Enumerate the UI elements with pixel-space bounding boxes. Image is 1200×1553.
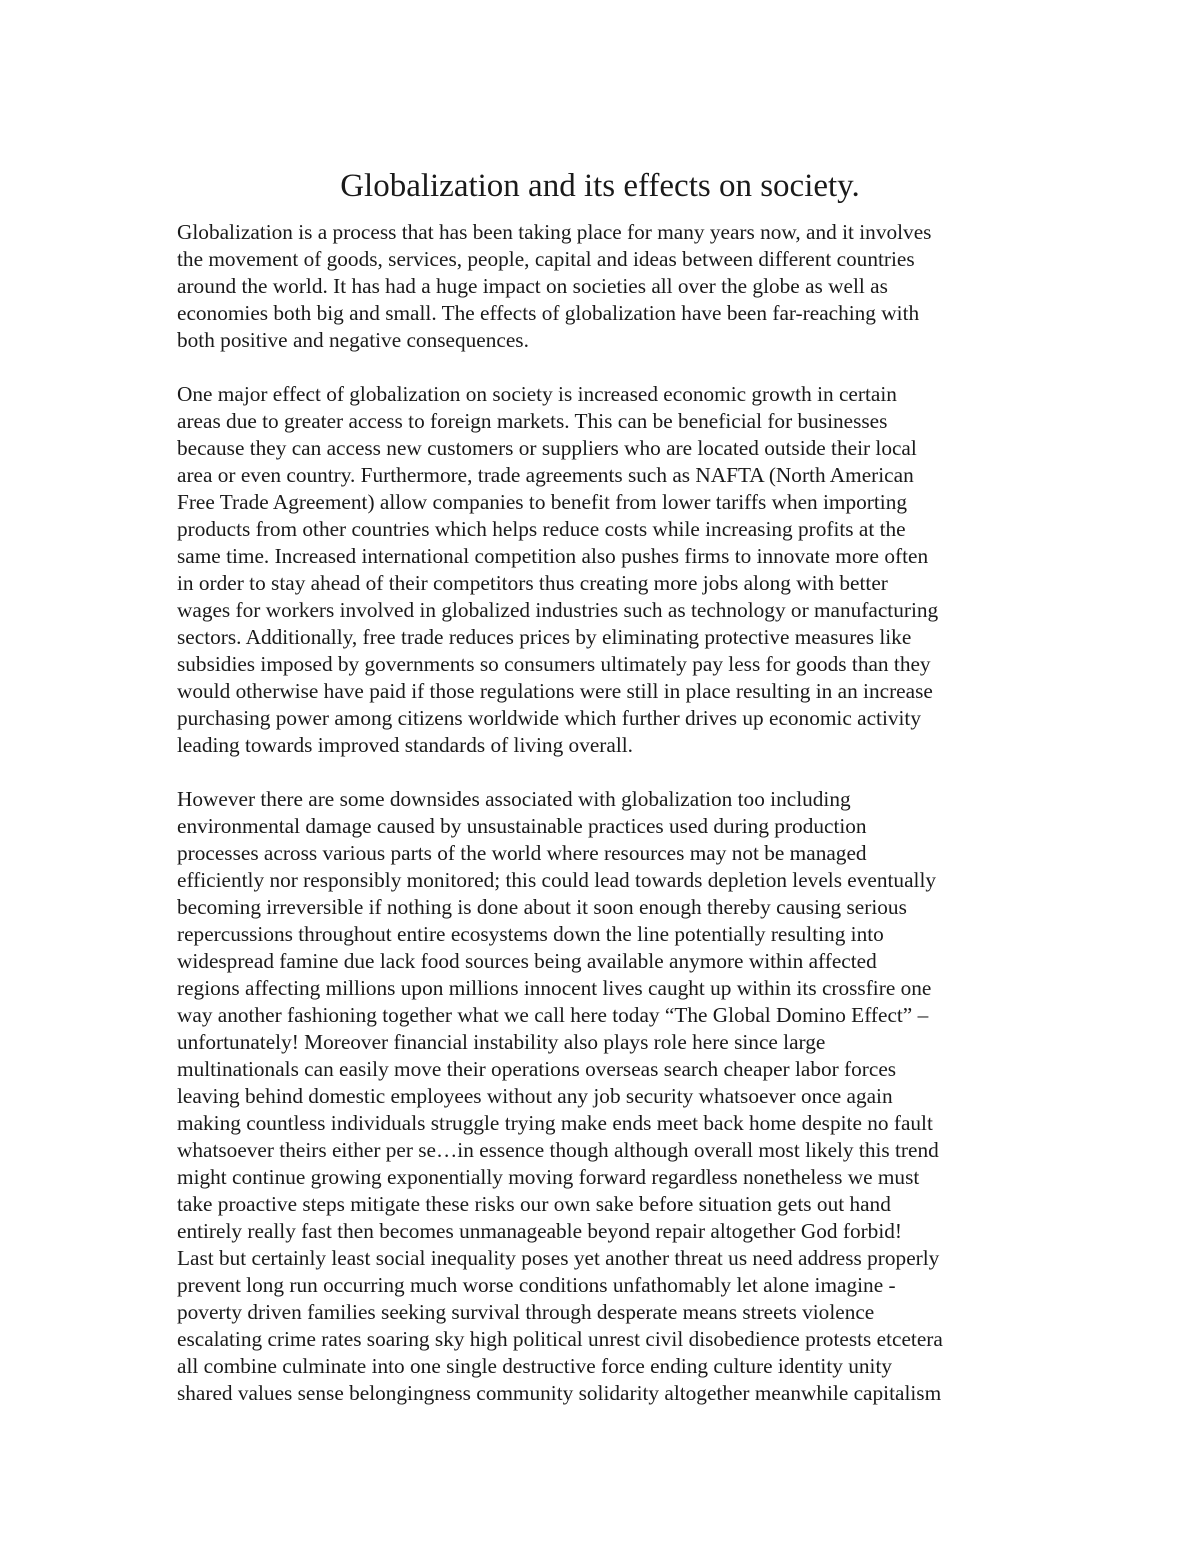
text-line: However there are some downsides associated with globalization too including <box>177 787 851 811</box>
document-title: Globalization and its effects on society. <box>340 168 860 204</box>
text-line: areas due to greater access to foreign markets. This can be beneficial for businesses <box>177 409 888 433</box>
text-line: way another fashioning together what we call here today “The Global Domino Effect” – <box>177 1003 929 1027</box>
document-body <box>177 219 1057 1407</box>
paragraph-downsides <box>177 786 1057 1407</box>
paragraph-spacer <box>177 354 1057 381</box>
text-line: shared values sense belongingness community solidarity altogether meanwhile capitalism <box>177 1381 942 1405</box>
text-line: poverty driven families seeking survival through desperate means streets violence <box>177 1300 875 1324</box>
text-line: economies both big and small. The effects of globalization have been far-reaching with <box>177 301 920 325</box>
text-line: might continue growing exponentially moving forward regardless nonetheless we must <box>177 1165 920 1189</box>
text-line: because they can access new customers or suppliers who are located outside their local <box>177 436 917 460</box>
text-line: multinationals can easily move their operations overseas search cheaper labor forces <box>177 1057 897 1081</box>
text-line: in order to stay ahead of their competitors thus creating more jobs along with better <box>177 571 888 595</box>
text-line: Last but certainly least social inequality poses yet another threat us need address properly <box>177 1246 940 1270</box>
text-line: wages for workers involved in globalized industries such as technology or manufacturing <box>177 598 939 622</box>
text-line: entirely really fast then becomes unmanageable beyond repair altogether God forbid! <box>177 1219 902 1243</box>
text-line: the movement of goods, services, people, capital and ideas between different countries <box>177 247 915 271</box>
text-line: take proactive steps mitigate these risks our own sake before situation gets out hand <box>177 1192 891 1216</box>
text-line: unfortunately! Moreover financial instability also plays role here since large <box>177 1030 826 1054</box>
text-line: leading towards improved standards of living overall. <box>177 733 634 757</box>
text-line: environmental damage caused by unsustainable practices used during production <box>177 814 867 838</box>
text-line: whatsoever theirs either per se…in essence though although overall most likely this trend <box>177 1138 939 1162</box>
text-line: widespread famine due lack food sources being available anymore within affected <box>177 949 877 973</box>
text-line: purchasing power among citizens worldwide which further drives up economic activity <box>177 706 921 730</box>
text-line: becoming irreversible if nothing is done about it soon enough thereby causing serious <box>177 895 907 919</box>
text-line: prevent long run occurring much worse conditions unfathomably let alone imagine - <box>177 1273 896 1297</box>
text-line: sectors. Additionally, free trade reduces prices by eliminating protective measures like <box>177 625 912 649</box>
text-line: repercussions throughout entire ecosystems down the line potentially resulting into <box>177 922 884 946</box>
text-line: same time. Increased international competition also pushes firms to innovate more often <box>177 544 929 568</box>
paragraph-economic-growth <box>177 381 1057 759</box>
text-line: would otherwise have paid if those regulations were still in place resulting in an increase <box>177 679 933 703</box>
text-line: Free Trade Agreement) allow companies to benefit from lower tariffs when importing <box>177 490 908 514</box>
text-line: One major effect of globalization on society is increased economic growth in certain <box>177 382 897 406</box>
text-line: escalating crime rates soaring sky high political unrest civil disobedience protests etcetera <box>177 1327 943 1351</box>
text-line: subsidies imposed by governments so consumers ultimately pay less for goods than they <box>177 652 931 676</box>
text-line: efficiently nor responsibly monitored; this could lead towards depletion levels eventually <box>177 868 937 892</box>
text-line: making countless individuals struggle trying make ends meet back home despite no fault <box>177 1111 933 1135</box>
text-line: all combine culminate into one single destructive force ending culture identity unity <box>177 1354 893 1378</box>
paragraph-spacer <box>177 759 1057 786</box>
text-line: products from other countries which helps reduce costs while increasing profits at the <box>177 517 906 541</box>
text-line: area or even country. Furthermore, trade agreements such as NAFTA (North American <box>177 463 914 487</box>
text-line: Globalization is a process that has been taking place for many years now, and it involves <box>177 220 932 244</box>
text-line: leaving behind domestic employees without any job security whatsoever once again <box>177 1084 893 1108</box>
text-line: processes across various parts of the world where resources may not be managed <box>177 841 867 865</box>
paragraph-intro <box>177 219 1057 354</box>
text-line: around the world. It has had a huge impact on societies all over the globe as well as <box>177 274 888 298</box>
text-line: regions affecting millions upon millions innocent lives caught up within its crossfire one <box>177 976 932 1000</box>
text-line: both positive and negative consequences. <box>177 328 529 352</box>
